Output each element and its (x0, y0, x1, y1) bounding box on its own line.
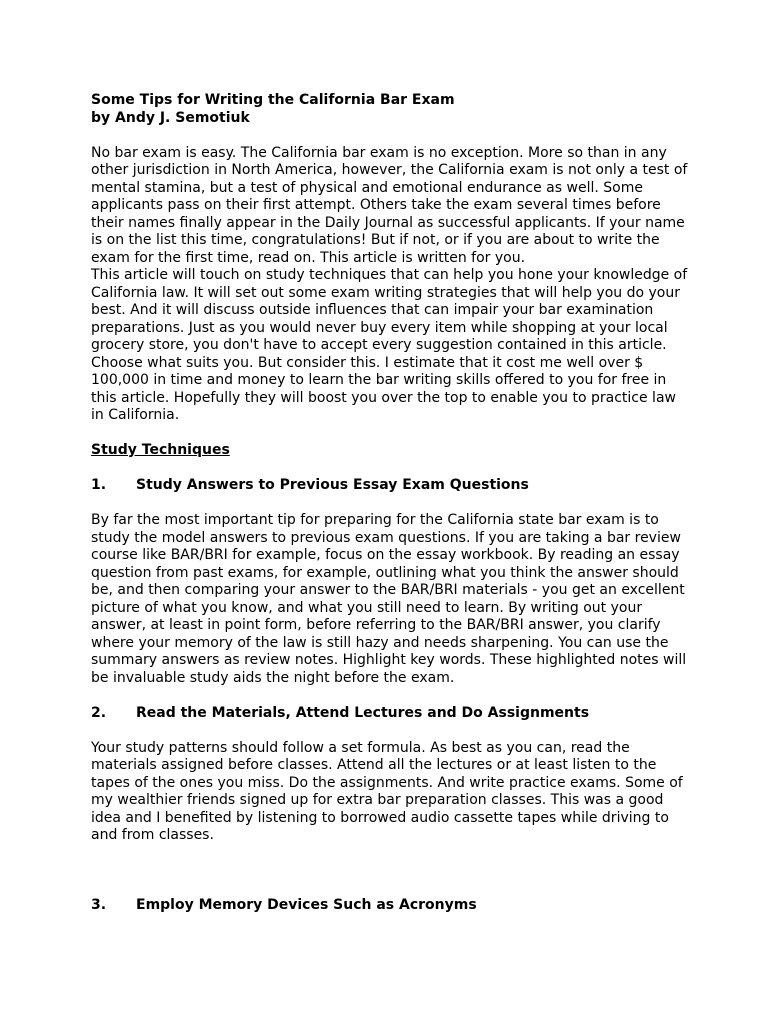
section-heading-study-techniques: Study Techniques (91, 442, 230, 458)
document-page (91, 92, 691, 915)
spacer (91, 127, 691, 145)
item-1-title: Study Answers to Previous Essay Exam Questions (136, 477, 529, 493)
document-title: Some Tips for Writing the California Bar Exam (91, 92, 455, 108)
intro-paragraph-1: No bar exam is easy. The California bar exam is no exception. More so than in any other jurisdiction in North America, however, the California exam is not only a test of mental stamina, but a test of physical and emotional endurance as well. Some applicants pass on their first attempt. Others take the exam several times before their names finally appear in the Daily Journal as successful applicants. If your name is on the list this time, congratulations! But if not, or if you are about to write the exam for the first time, read on. This article is written for you. (91, 144, 688, 266)
item-2-number: 2. (91, 704, 107, 721)
item-3-title: Employ Memory Devices Such as Acronyms (136, 897, 477, 913)
spacer (91, 687, 691, 705)
document-byline: by Andy J. Semotiuk (91, 109, 250, 126)
spacer (91, 495, 691, 513)
spacer (91, 460, 691, 478)
item-1-heading (91, 477, 691, 495)
item-2-body: Your study patterns should follow a set formula. As best as you can, read the materials assigned before classes. Attend all the lectures or at least listen to the tapes of the ones you miss. Do the assignments. And write practice exams. Some of my wealthier friends signed up for extra bar preparation classes. This was a good idea and I benefited by listening to borrowed audio cassette tapes while driving to and from classes. (91, 739, 683, 843)
spacer (91, 845, 691, 863)
item-1-body: By far the most important tip for preparing for the California state bar exam is to study the model answers to previous exam questions. If you are taking a bar review course like BAR/BRI for example, focus on the essay workbook. By reading an essay question from past exams, for example, outlining what you think the answer should be, and then comparing your answer to the BAR/BRI materials - you get an excellent picture of what you know, and what you still need to learn. By writing out your answer, at least in point form, before referring to the BAR/BRI answer, you clarify where your memory of the law is still hazy and needs sharpening. You can use the summary answers as review notes. Highlight key words. These highlighted notes will be invaluable study aids the night before the exam. (91, 512, 687, 686)
spacer (91, 722, 691, 740)
item-2-title: Read the Materials, Attend Lectures and Do Assignments (136, 704, 590, 721)
spacer (91, 862, 691, 880)
item-3-number: 3. (91, 897, 107, 913)
intro-paragraph-2: This article will touch on study techniques that can help you hone your knowledge of California law. It will set out some exam writing strategies that will help you do your best. And it will discuss outside influences that can impair your bar examination preparations. Just as you would never buy every item while shopping at your local grocery store, you don't have to accept every suggestion contained in this article. Choose what suits you. But consider this. I estimate that it cost me well over $ 100,000 in time and money to learn the bar writing skills offered to you for free in this article. Hopefully they will boost you over the top to enable you to practice law in California. (91, 267, 688, 423)
item-1-number: 1. (91, 477, 107, 493)
spacer (91, 880, 691, 898)
item-3-heading (91, 897, 691, 915)
item-2-heading (91, 705, 691, 723)
spacer (91, 425, 691, 443)
